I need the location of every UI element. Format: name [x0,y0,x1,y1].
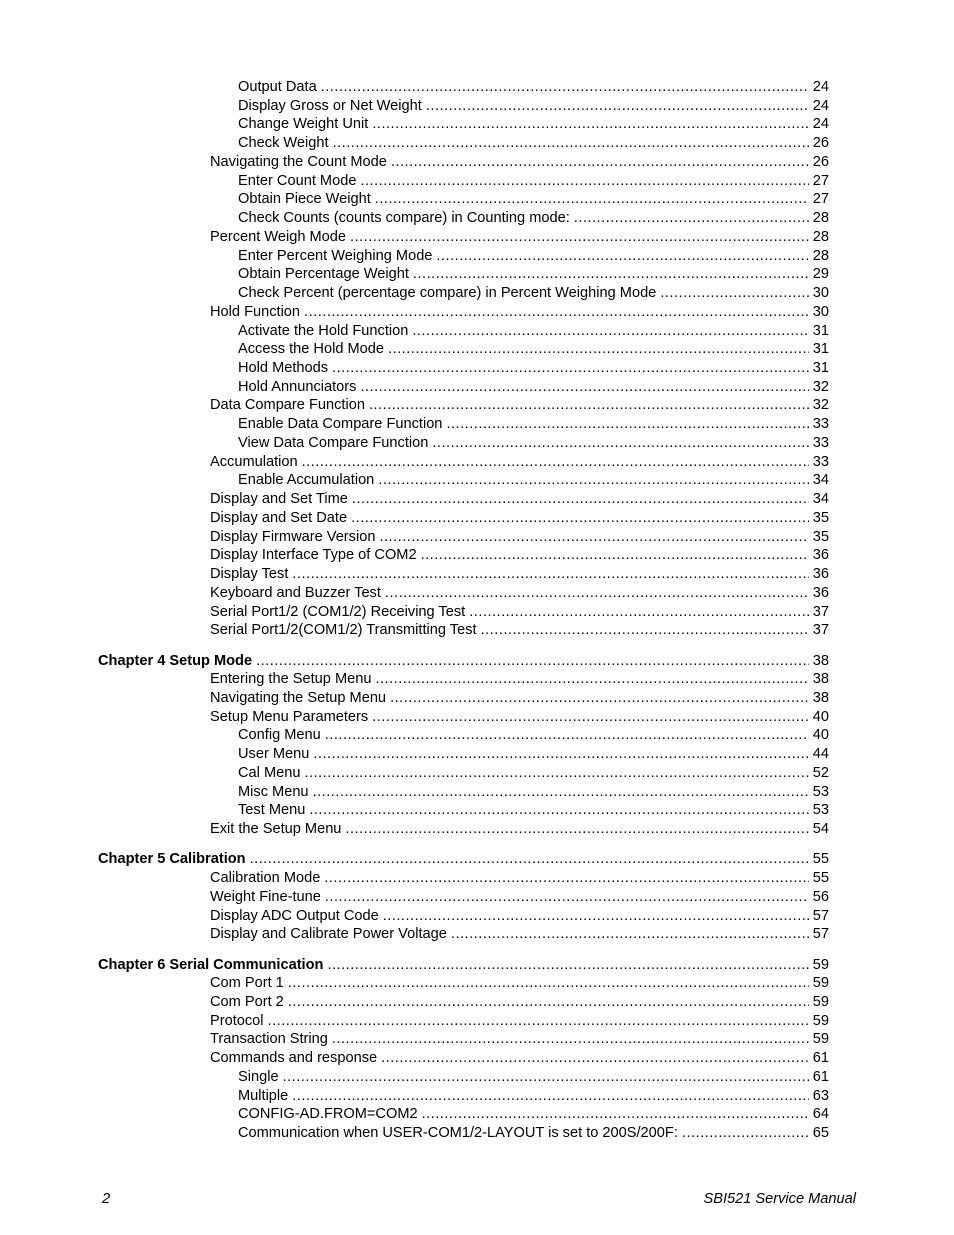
toc-entry[interactable] [0,528,954,547]
toc-entry[interactable] [0,209,954,228]
toc-entry-title: Enable Accumulation [238,472,375,489]
toc-dot-leader [412,322,809,341]
toc-entry-page: 61 [812,1050,829,1067]
toc-dot-leader [390,689,809,708]
toc-entry-line [238,247,829,266]
toc-entry-line [210,584,829,603]
toc-entry-title: Communication when USER-COM1/2-LAYOUT is set to 200S/200F: [238,1125,678,1142]
toc-entry-line [210,396,829,415]
toc-entry[interactable] [0,546,954,565]
toc-entry-line [238,1124,829,1143]
toc-dot-leader [321,78,809,97]
toc-entry-page: 59 [812,956,829,973]
toc-dot-leader [385,584,809,603]
toc-entry-title: Keyboard and Buzzer Test [210,584,381,601]
toc-entry-line [210,509,829,528]
toc-entry-title: Check Counts (counts compare) in Counting mode: [238,210,570,227]
toc-entry-title: Hold Methods [238,360,329,377]
toc-dot-leader [379,528,809,547]
toc-entry-page: 55 [812,870,829,887]
toc-entry-title: Transaction String [210,1031,328,1048]
toc-entry-page: 40 [812,708,829,725]
toc-entry-line [238,284,829,303]
toc-entry[interactable] [0,509,954,528]
toc-entry-line [98,652,829,671]
toc-dot-leader [325,888,809,907]
toc-dot-leader [372,115,809,134]
toc-dot-leader [574,209,809,228]
toc-entry-title: Hold Annunciators [238,378,357,395]
toc-entry-page: 37 [812,622,829,639]
toc-entry-page: 36 [812,566,829,583]
toc-dot-leader [324,869,809,888]
toc-dot-leader [426,97,809,116]
toc-dot-leader [432,434,809,453]
toc-entry-page: 35 [812,509,829,526]
toc-entry-line [238,783,829,802]
toc-entry-title: Setup Menu Parameters [210,708,369,725]
toc-entry-title: Access the Hold Mode [238,341,385,358]
toc-entry-line [210,621,829,640]
toc-entry-page: 28 [812,228,829,245]
toc-entry-title: Display and Set Time [210,491,348,508]
toc-dot-leader [256,652,809,671]
toc-entry[interactable] [0,820,954,839]
toc-entry-page: 31 [812,360,829,377]
toc-entry-line [238,1105,829,1124]
toc-entry[interactable] [0,284,954,303]
toc-chapter-entry[interactable] [0,652,954,671]
toc-entry-line [238,1068,829,1087]
toc-entry-page: 54 [812,821,829,838]
toc-entry-page: 31 [812,322,829,339]
toc-entry-line [210,453,829,472]
toc-dot-leader [332,359,809,378]
toc-entry[interactable] [0,745,954,764]
toc-entry-page: 36 [812,584,829,601]
toc-entry-title: Config Menu [238,727,321,744]
toc-entry[interactable] [0,265,954,284]
toc-entry[interactable] [0,303,954,322]
toc-dot-leader [391,153,809,172]
toc-dot-leader [332,1030,809,1049]
toc-entry[interactable] [0,115,954,134]
toc-dot-leader [250,850,809,869]
toc-entry-title: Serial Port1/2 (COM1/2) Receiving Test [210,603,466,620]
toc-entry-title: Calibration Mode [210,870,321,887]
toc-entry-page: 35 [812,528,829,545]
toc-entry-title: Check Weight [238,135,329,152]
toc-entry-line [210,907,829,926]
toc-entry-page: 38 [812,671,829,688]
toc-entry-line [238,322,829,341]
toc-dot-leader [360,378,809,397]
toc-entry-title: Display and Calibrate Power Voltage [210,926,447,943]
toc-entry-title: Display and Set Date [210,509,348,526]
toc-entry-line [210,490,829,509]
toc-entry-title: Chapter 6 Serial Communication [98,956,324,973]
toc-entry-page: 32 [812,397,829,414]
toc-entry-page: 34 [812,472,829,489]
toc-entry-page: 59 [812,1031,829,1048]
toc-entry-line [210,1049,829,1068]
toc-entry[interactable] [0,1087,954,1106]
toc-entry[interactable] [0,726,954,745]
toc-entry-line [210,708,829,727]
toc-entry-line [238,764,829,783]
toc-entry-line [210,565,829,584]
toc-dot-leader [313,783,809,802]
toc-dot-leader [422,1105,809,1124]
toc-entry[interactable] [0,453,954,472]
toc-entry[interactable] [0,415,954,434]
toc-entry[interactable] [0,434,954,453]
toc-entry[interactable] [0,1124,954,1143]
toc-entry-title: Data Compare Function [210,397,365,414]
toc-entry-title: Navigating the Count Mode [210,153,387,170]
toc-entry-title: Enable Data Compare Function [238,416,443,433]
toc-entry-title: Weight Fine-tune [210,888,321,905]
toc-entry-page: 53 [812,783,829,800]
toc-entry[interactable] [0,322,954,341]
toc-dot-leader [345,820,809,839]
toc-entry-line [238,359,829,378]
toc-entry-page: 26 [812,153,829,170]
toc-entry-line [238,78,829,97]
toc-entry-title: Display Gross or Net Weight [238,97,422,114]
toc-dot-leader [304,303,809,322]
toc-entry[interactable] [0,359,954,378]
toc-entry[interactable] [0,396,954,415]
toc-dot-leader [309,801,809,820]
toc-entry-title: Hold Function [210,303,301,320]
toc-entry-page: 27 [812,172,829,189]
toc-entry-line [98,956,829,975]
toc-entry[interactable] [0,708,954,727]
toc-entry[interactable] [0,1068,954,1087]
toc-entry-page: 40 [812,727,829,744]
toc-entry-line [238,190,829,209]
toc-entry-title: Com Port 2 [210,994,284,1011]
toc-dot-leader [352,490,809,509]
toc-entry[interactable] [0,190,954,209]
toc-entry-line [210,993,829,1012]
toc-entry-page: 56 [812,888,829,905]
toc-entry-title: Enter Count Mode [238,172,357,189]
toc-dot-leader [413,265,809,284]
toc-entry-line [238,378,829,397]
toc-entry-line [210,925,829,944]
toc-dot-leader [660,284,809,303]
toc-entry-line [210,153,829,172]
toc-entry[interactable] [0,471,954,490]
toc-dot-leader [268,1012,809,1031]
toc-entry-page: 63 [812,1087,829,1104]
toc-entry-page: 57 [812,907,829,924]
toc-dot-leader [327,956,809,975]
toc-dot-leader [481,621,809,640]
toc-entry-line [238,340,829,359]
toc-dot-leader [421,546,809,565]
toc-entry-page: 26 [812,135,829,152]
toc-entry-line [238,265,829,284]
toc-entry[interactable] [0,378,954,397]
toc-entry-title: Enter Percent Weighing Mode [238,247,433,264]
toc-entry-line [210,1030,829,1049]
toc-entry-title: CONFIG-AD.FROM=COM2 [238,1106,418,1123]
toc-entry-title: User Menu [238,746,310,763]
toc-entry-line [210,689,829,708]
toc-entry-page: 65 [812,1125,829,1142]
toc-entry[interactable] [0,247,954,266]
toc-entry-title: Navigating the Setup Menu [210,690,387,706]
toc-entry-title: Entering the Setup Menu [210,671,372,688]
toc-entry[interactable] [0,1012,954,1031]
toc-entry-title: Multiple [238,1087,289,1104]
toc-entry-title: Change Weight Unit [238,116,369,133]
toc-entry[interactable] [0,1030,954,1049]
toc-entry[interactable] [0,1105,954,1124]
toc-entry-line [210,869,829,888]
toc-entry-line [210,228,829,247]
toc-dot-leader [383,907,809,926]
toc-entry-page: 27 [812,191,829,208]
toc-entry-line [238,415,829,434]
toc-entry-page: 59 [812,1012,829,1029]
toc-dot-leader [682,1124,809,1143]
toc-dot-leader [351,509,809,528]
toc-entry[interactable] [0,134,954,153]
toc-dot-leader [292,1087,809,1106]
toc-entry-line [210,303,829,322]
toc-entry[interactable] [0,670,954,689]
toc-entry-page: 37 [812,603,829,620]
toc-entry-line [238,434,829,453]
toc-entry[interactable] [0,584,954,603]
toc-entry[interactable] [0,801,954,820]
toc-dot-leader [372,708,809,727]
toc-dot-leader [292,565,809,584]
toc-entry-title: Cal Menu [238,764,301,781]
toc-dot-leader [288,974,809,993]
toc-entry-page: 61 [812,1068,829,1085]
toc-entry-line [238,134,829,153]
toc-dot-leader [313,745,809,764]
toc-entry[interactable] [0,907,954,926]
toc-entry-page: 38 [812,652,829,669]
toc-entry-line [210,546,829,565]
toc-entry-page: 30 [812,285,829,302]
toc-dot-leader [469,603,809,622]
toc-entry-page: 24 [812,97,829,114]
toc-entry-line [238,745,829,764]
toc-entry-page: 30 [812,303,829,320]
toc-entry-title: Percent Weigh Mode [210,228,347,245]
toc-entry-line [238,97,829,116]
toc-entry-page: 28 [812,210,829,227]
toc-entry[interactable] [0,974,954,993]
toc-entry-line [210,528,829,547]
toc-entry-page: 28 [812,247,829,264]
toc-dot-leader [369,396,809,415]
toc-entry-title: Display Firmware Version [210,528,376,545]
toc-dot-leader [325,726,809,745]
toc-entry-title: Accumulation [210,453,298,470]
toc-entry-line [210,974,829,993]
toc-entry-title: Display Interface Type of COM2 [210,547,417,564]
toc-entry[interactable] [0,993,954,1012]
toc-entry-line [210,820,829,839]
toc-entry[interactable] [0,603,954,622]
toc-entry-title: Display Test [210,566,289,583]
toc-entry[interactable] [0,78,954,97]
toc-entry[interactable] [0,97,954,116]
toc-entry-page: 33 [812,434,829,451]
toc-entry-title: Obtain Percentage Weight [238,266,409,283]
toc-dot-leader [446,415,809,434]
toc-entry[interactable] [0,340,954,359]
toc-entry-title: Activate the Hold Function [238,322,409,339]
toc-entry-title: Output Data [238,79,317,95]
toc-dot-leader [350,228,809,247]
toc-entry-title: Commands and response [210,1050,378,1067]
toc-dot-leader [283,1068,809,1087]
toc-entry-page: 59 [812,994,829,1011]
toc-entry[interactable] [0,621,954,640]
toc-entry-page: 53 [812,802,829,819]
toc-dot-leader [333,134,809,153]
toc-entry-page: 38 [812,690,829,706]
toc-dot-leader [360,172,809,191]
toc-entry-title: View Data Compare Function [238,434,429,451]
toc-entry-title: Com Port 1 [210,975,284,992]
toc-entry-page: 52 [812,764,829,781]
toc-entry-title: Protocol [210,1012,264,1029]
toc-entry[interactable] [0,783,954,802]
toc-dot-leader [302,453,809,472]
toc-entry-page: 31 [812,341,829,358]
toc-entry[interactable] [0,925,954,944]
toc-entry-page: 44 [812,746,829,763]
toc-entry-line [210,1012,829,1031]
toc-entry-title: Check Percent (percentage compare) in Percent Weighing Mode [238,285,657,302]
toc-entry-title: Misc Menu [238,783,309,800]
toc-entry[interactable] [0,1049,954,1068]
table-of-contents [0,78,954,1143]
toc-entry[interactable] [0,228,954,247]
toc-dot-leader [375,190,809,209]
toc-entry[interactable] [0,172,954,191]
toc-entry-line [238,801,829,820]
toc-dot-leader [381,1049,809,1068]
toc-entry-line [238,172,829,191]
toc-entry-page: 33 [812,453,829,470]
toc-entry-page: 55 [812,851,829,868]
toc-entry-title: Display ADC Output Code [210,907,379,924]
toc-entry-line [238,1087,829,1106]
toc-entry-title: Serial Port1/2(COM1/2) Transmitting Test [210,622,477,639]
toc-dot-leader [436,247,809,266]
toc-entry-title: Chapter 4 Setup Mode [98,652,253,669]
toc-entry-page: 24 [812,116,829,133]
toc-entry-line [238,471,829,490]
toc-dot-leader [375,670,809,689]
toc-entry-line [210,670,829,689]
toc-entry-page: 59 [812,975,829,992]
toc-dot-leader [378,471,809,490]
toc-entry-page: 32 [812,378,829,395]
toc-dot-leader [304,764,809,783]
toc-entry[interactable] [0,153,954,172]
toc-entry-page: 29 [812,266,829,283]
toc-dot-leader [451,925,809,944]
toc-entry[interactable] [0,869,954,888]
toc-entry-title: Exit the Setup Menu [210,821,342,838]
toc-entry-line [210,888,829,907]
toc-entry-page: 36 [812,547,829,564]
toc-entry[interactable] [0,490,954,509]
footer-manual-title: SBI521 Service Manual [703,1191,856,1207]
toc-entry-title: Obtain Piece Weight [238,191,371,208]
toc-entry-title: Test Menu [238,802,306,819]
toc-entry-title: Single [238,1068,279,1085]
toc-chapter-entry[interactable] [0,956,954,975]
toc-entry[interactable] [0,565,954,584]
toc-entry-line [238,115,829,134]
toc-entry-line [210,603,829,622]
toc-entry-page: 64 [812,1106,829,1123]
toc-entry-title: Chapter 5 Calibration [98,851,246,868]
toc-chapter-entry[interactable] [0,850,954,869]
toc-dot-leader [288,993,809,1012]
toc-entry-page: 24 [812,79,829,95]
toc-entry-page: 57 [812,926,829,943]
toc-entry-line [98,850,829,869]
toc-entry-page: 33 [812,416,829,433]
footer-page-number: 2 [102,1191,111,1207]
toc-dot-leader [388,340,809,359]
toc-entry-page: 34 [812,491,829,508]
toc-entry-line [238,726,829,745]
toc-entry[interactable] [0,764,954,783]
toc-entry[interactable] [0,689,954,708]
toc-entry-line [238,209,829,228]
toc-entry[interactable] [0,888,954,907]
